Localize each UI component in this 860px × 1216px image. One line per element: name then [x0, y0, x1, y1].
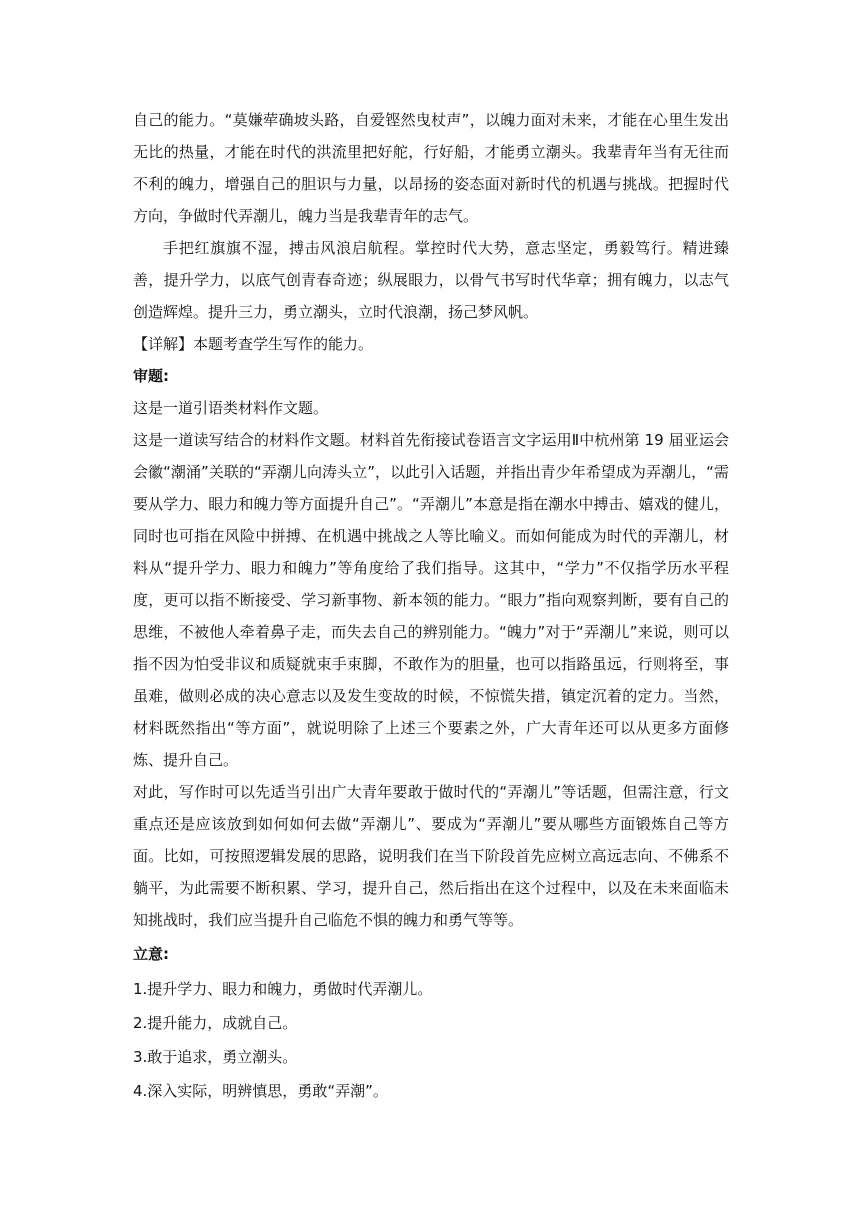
detail-text: 本题考查学生写作的能力。 — [193, 335, 374, 353]
review-paragraph-2: 这是一道读写结合的材料作文题。材料首先衔接试卷语言文字运用Ⅱ中杭州第 19 届亚运会会徽“潮涌”关联的“弄潮儿向涛头立”，以此引入话题，并指出青少年希望成为弄潮儿，“需要从学力、眼力和魄力等方面提升自己”。“弄潮儿”本意是指在潮水中搏击、嬉戏的健儿，同时也可指在风险中拼搏、在机遇中挑战之人等比喻义。而如何能成为时代的弄潮儿，材料从“提升学力、眼力和魄力”等角度给了我们指导。这其中，“学力”不仅指学历水平程度，更可以指不断接受、学习新事物、新本领的能力。“眼力”指向观察判断，要有自己的思维，不被他人牵着鼻子走，而失去自己的辨别能力。“魄力”对于“弄潮儿”来说，则可以指不因为怕受非议和质疑就束手束脚，不敢作为的胆量，也可以指路虽远，行则将至，事虽难，做则必成的决心意志以及发生变故的时候，不惊慌失措，镇定沉着的定力。当然，材料既然指出“等方面”，就说明除了上述三个要素之外，广大青年还可以从更多方面修炼、提升自己。 — [133, 431, 729, 769]
ideas-heading: 立意: — [133, 945, 169, 963]
essay-paragraph-2: 手把红旗旗不湿，搏击风浪启航程。掌控时代大势，意志坚定，勇毅笃行。精进臻善，提升学力，以底气创青春奇迹；纵展眼力，以骨气书写时代华章；拥有魄力，以志气创造辉煌。提升三力，勇立潮头，立时代浪潮，扬己梦风帆。 — [133, 239, 729, 321]
detail-label: 【详解】 — [133, 335, 194, 353]
idea-item-2: 2.提升能力，成就自己。 — [133, 1014, 298, 1032]
idea-item-1: 1.提升学力、眼力和魄力，勇做时代弄潮儿。 — [133, 980, 433, 998]
review-paragraph-3: 对此，写作时可以先适当引出广大青年要敢于做时代的“弄潮儿”等话题，但需注意，行文重点还是应该放到如何如何去做“弄潮儿”、要成为“弄潮儿”要从哪些方面锻炼自己等方面。比如，可按照逻辑发展的思路，说明我们在当下阶段首先应树立高远志向、不佛系不躺平，为此需要不断积累、学习，提升自己，然后指出在这个过程中，以及在未来面临未知挑战时，我们应当提升自己临危不惧的魄力和勇气等等。 — [133, 783, 729, 929]
detail-line — [133, 328, 729, 360]
idea-item-3: 3.敢于追求，勇立潮头。 — [133, 1048, 298, 1066]
review-paragraph-1: 这是一道引语类材料作文题。 — [133, 399, 329, 417]
essay-paragraph-1: 自己的能力。“莫嫌荦确坡头路，自爱铿然曳杖声”，以魄力面对未来，才能在心里生发出无比的热量，才能在时代的洪流里把好舵，行好船，才能勇立潮头。我辈青年当有无往而不利的魄力，增强自己的胆识与力量，以昂扬的姿态面对新时代的机遇与挑战。把握时代方向，争做时代弄潮儿，魄力当是我辈青年的志气。 — [133, 111, 729, 225]
review-heading: 审题: — [133, 367, 169, 385]
idea-item-4: 4.深入实际，明辨慎思，勇敢“弄潮”。 — [133, 1082, 388, 1100]
document-page — [133, 104, 729, 1108]
